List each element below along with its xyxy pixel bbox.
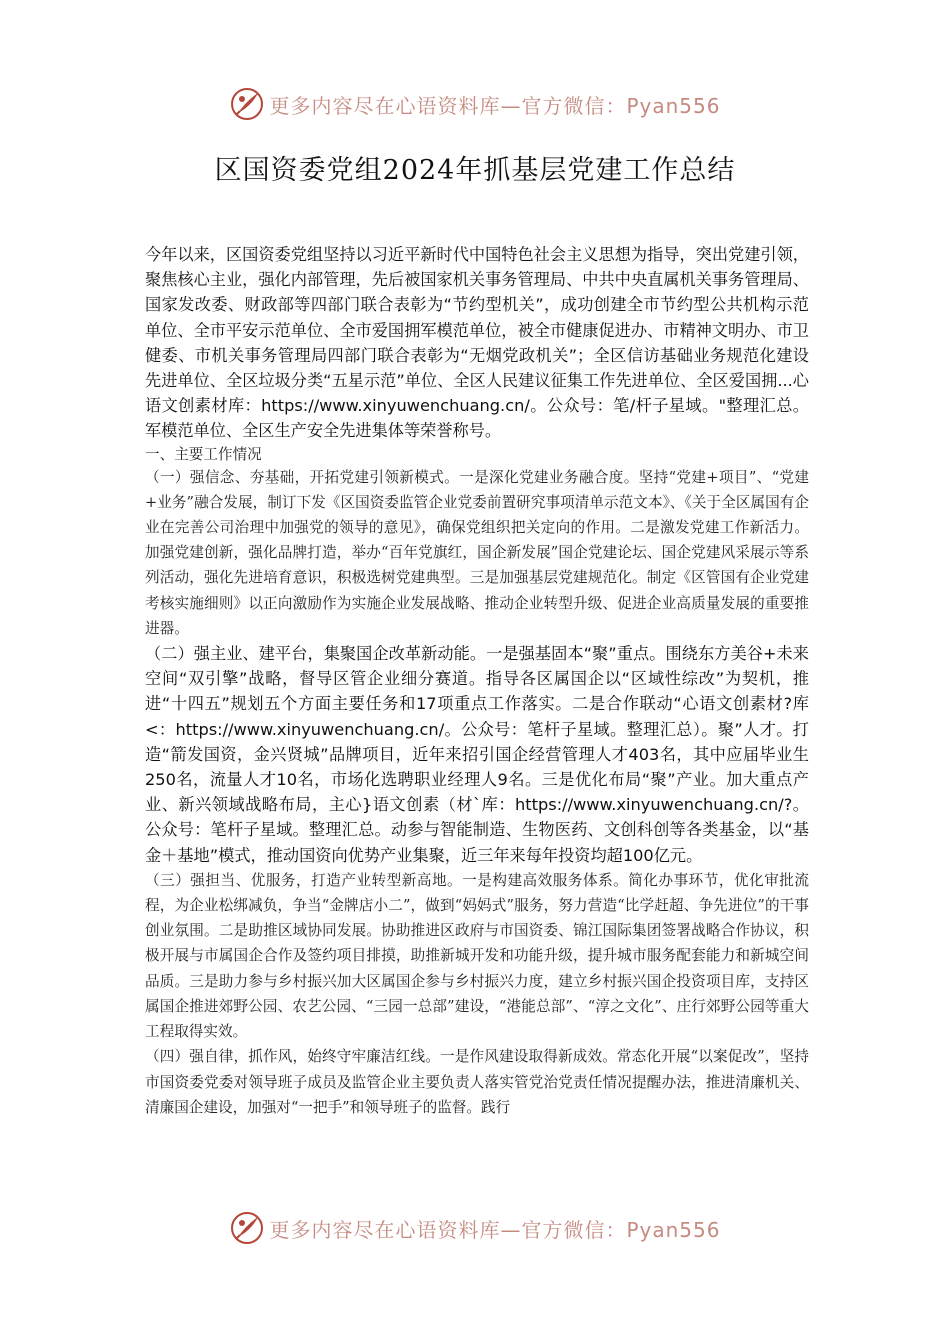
quill-pen-logo-icon xyxy=(229,1210,265,1246)
watermark-text: 更多内容尽在心语资料库—官方微信：Pyan556 xyxy=(269,1217,721,1242)
paragraph-3: （三）强担当、优服务，打造产业转型新高地。一是构建高效服务体系。简化办事环节，优化审批流程，为企业松绑减负，争当“金牌店小二”，做到“妈妈式”服务，努力营造“比学赶超、争先进位”的干事创业氛围。二是助推区域协同发展。协助推进区政府与市国资委、锦江国际集团签署战略合作协议，积极开展与市属国企合作及签约项目排摸，助推新城开发和功能升级，提升城市服务配套能力和新城空间品质。三是助力参与乡村振兴加大区属国企参与乡村振兴力度，建立乡村振兴国企投资项目库，支持区属国企推进郊野公园、农艺公园、“三园一总部”建设，“港能总部”、“淳之文化”、庄行郊野公园等重大工程取得实效。 xyxy=(145,871,809,1041)
paragraph-1: （一）强信念、夯基础，开拓党建引领新模式。一是深化党建业务融合度。坚持“党建+项目”、“党建+业务”融合发展，制订下发《区国资委监管企业党委前置研究事项清单示范文本》、《关于全区属国有企业在完善公司治理中加强党的领导的意见》，确保党组织把关定向的作用。二是激发党建工作新活力。加强党建创新，强化品牌打造，举办“百年党旗红，国企新发展”国企党建论坛、国企党建风采展示等系列活动，强化先进培育意识，积极选树党建典型。三是加强基层党建规范化。制定《区管国有企业党建考核实施细则》以正向激励作为实施企业发展战略、推动企业转型升级、促进企业高质量发展的重要推进器。 xyxy=(145,468,809,637)
document-body xyxy=(145,242,809,1120)
header-watermark-banner xyxy=(0,84,950,124)
document-title: 区国资委党组2024年抓基层党建工作总结 xyxy=(214,155,736,186)
section-heading: 一、主要工作情况 xyxy=(145,445,262,463)
paragraph-4: （四）强自律，抓作风，始终守牢廉洁红线。一是作风建设取得新成效。常态化开展“以案促改”，坚持市国资委党委对领导班子成员及监管企业主要负责人落实管党治党责任情况提醒办法，推进清廉机关、清廉国企建设，加强对“一把手”和领导班子的监督。践行 xyxy=(145,1048,809,1116)
watermark-text: 更多内容尽在心语资料库—官方微信：Pyan556 xyxy=(269,93,721,118)
footer-watermark-banner xyxy=(0,1208,950,1248)
intro-paragraph: 今年以来，区国资委党组坚持以习近平新时代中国特色社会主义思想为指导，突出党建引领，聚焦核心主业，强化内部管理，先后被国家机关事务管理局、中共中央直属机关事务管理局、国家发改委、财政部等四部门联合表彰为“节约型机关”，成功创建全市节约型公共机构示范单位、全市平安示范单位、全市爱国拥军模范单位，被全市健康促进办、市精神文明办、市卫健委、市机关事务管理局四部门联合表彰为“无烟党政机关”；全区信访基础业务规范化建设先进单位、全区垃圾分类“五星示范”单位、全区人民建议征集工作先进单位、全区爱国拥...心语文创素材库：https://www.xinyuwenchuang.cn/。公众号：笔/杆子星域。"整理汇总。军模范单位、全区生产安全先进集体等荣誉称号。 xyxy=(145,245,809,441)
quill-pen-logo-icon xyxy=(229,86,265,122)
paragraph-2: （二）强主业、建平台，集聚国企改革新动能。一是强基固本“聚”重点。围绕东方美谷+未来空间“双引擎”战略，督导区管企业细分赛道。指导各区属国企以“区域性综改”为契机，推进“十四五”规划五个方面主要任务和17项重点工作落实。二是合作联动“心语文创素材?库<：https://www.xinyuwenchuang.cn/。公众号：笔杆子星域。整理汇总）。聚”人才。打造“箭发国资，金兴贤城”品牌项目，近年来招引国企经营管理人才403名，其中应届毕业生250名，流量人才10名，市场化选聘职业经理人9名。三是优化布局“聚”产业。加大重点产业、新兴领域战略布局，主心}语文创素（材`库：https://www.xinyuwenchuang.cn/?。公众号：笔杆子星域。整理汇总。动参与智能制造、生物医药、文创科创等各类基金，以“基金＋基地”模式，推动国资向优势产业集聚，近三年来每年投资均超100亿元。 xyxy=(145,644,809,865)
